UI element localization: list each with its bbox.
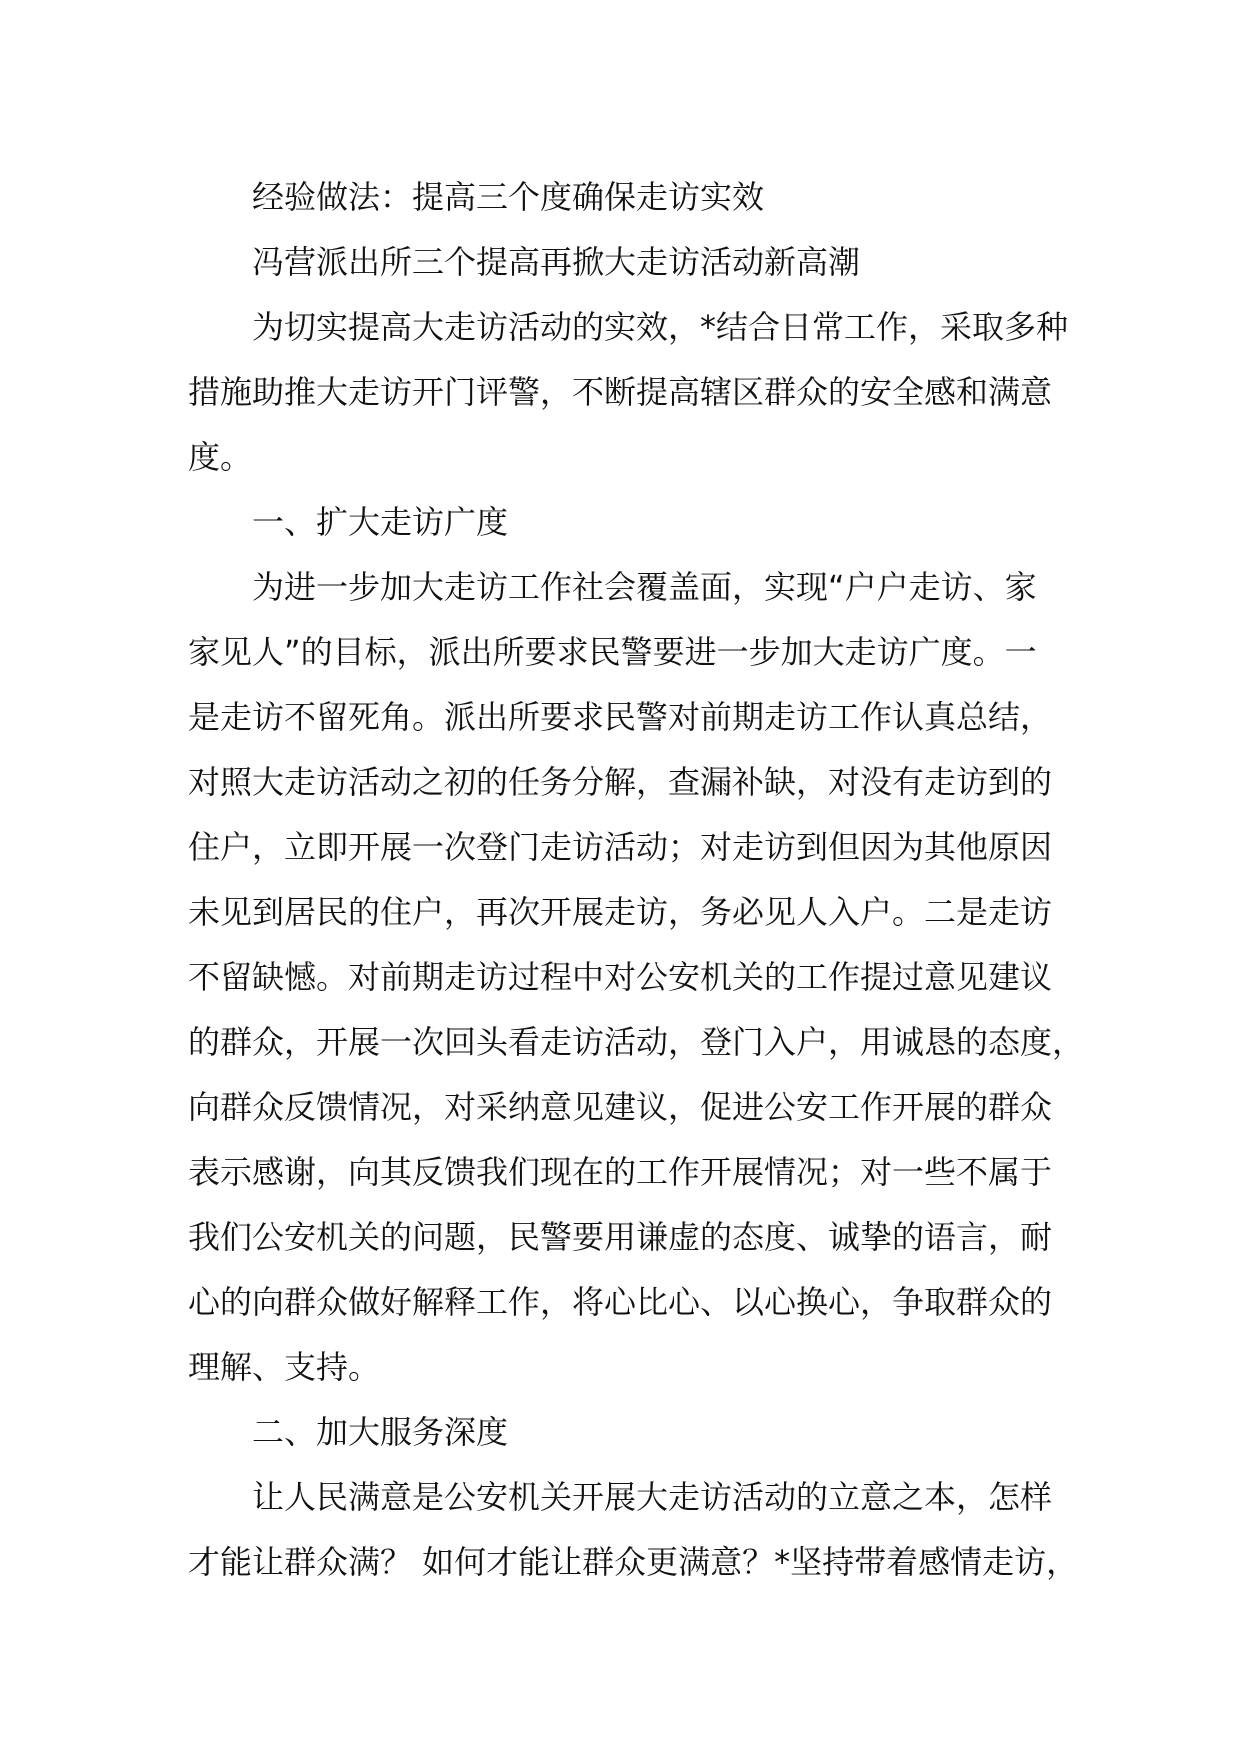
paragraph-line: 对照大走访活动之初的任务分解，查漏补缺，对没有走访到的 [188, 763, 1053, 801]
paragraph-line: 的群众，开展一次回头看走访活动，登门入户，用诚恳的态度， [188, 1023, 1085, 1061]
paragraph-line: 才能让群众满？ 如何才能让群众更满意？*坚持带着感情走访， [188, 1543, 1079, 1581]
paragraph-line: 让人民满意是公安机关开展大走访活动的立意之本，怎样 [252, 1478, 1053, 1516]
intro-paragraph [188, 295, 1078, 490]
paragraph-line: 理解、支持。 [188, 1348, 381, 1386]
paragraph-line: 我们公安机关的问题，民警要用谦虚的态度、诚挚的语言，耐 [188, 1218, 1053, 1256]
section-heading-2: 二、加大服务深度 [252, 1413, 509, 1451]
paragraph-line: 为切实提高大走访活动的实效，*结合日常工作，采取多种 [252, 308, 1069, 346]
paragraph-line: 是走访不留死角。派出所要求民警对前期走访工作认真总结， [188, 698, 1053, 736]
document-title: 经验做法：提高三个度确保走访实效 [252, 178, 765, 216]
document-subtitle: 冯营派出所三个提高再掀大走访活动新高潮 [252, 243, 861, 281]
paragraph-line: 心的向群众做好解释工作，将心比心、以心换心，争取群众的 [188, 1283, 1053, 1321]
paragraph-line: 住户，立即开展一次登门走访活动；对走访到但因为其他原因 [188, 828, 1053, 866]
section-1-paragraph [188, 555, 1085, 1400]
paragraph-line: 家见人”的目标，派出所要求民警要进一步加大走访广度。一 [188, 633, 1037, 671]
paragraph-line: 未见到居民的住户，再次开展走访，务必见人入户。二是走访 [188, 893, 1053, 931]
paragraph-line: 表示感谢，向其反馈我们现在的工作开展情况；对一些不属于 [188, 1153, 1053, 1191]
paragraph-line: 为进一步加大走访工作社会覆盖面，实现“户户走访、家 [252, 568, 1037, 606]
section-2-paragraph [188, 1465, 1078, 1595]
section-heading-1: 一、扩大走访广度 [252, 503, 509, 541]
paragraph-line: 不留缺憾。对前期走访过程中对公安机关的工作提过意见建议 [188, 958, 1053, 996]
paragraph-line: 度。 [188, 438, 253, 476]
paragraph-line: 措施助推大走访开门评警，不断提高辖区群众的安全感和满意 [188, 373, 1053, 411]
document-body [188, 165, 1085, 1595]
paragraph-line: 向群众反馈情况，对采纳意见建议，促进公安工作开展的群众 [188, 1088, 1053, 1126]
